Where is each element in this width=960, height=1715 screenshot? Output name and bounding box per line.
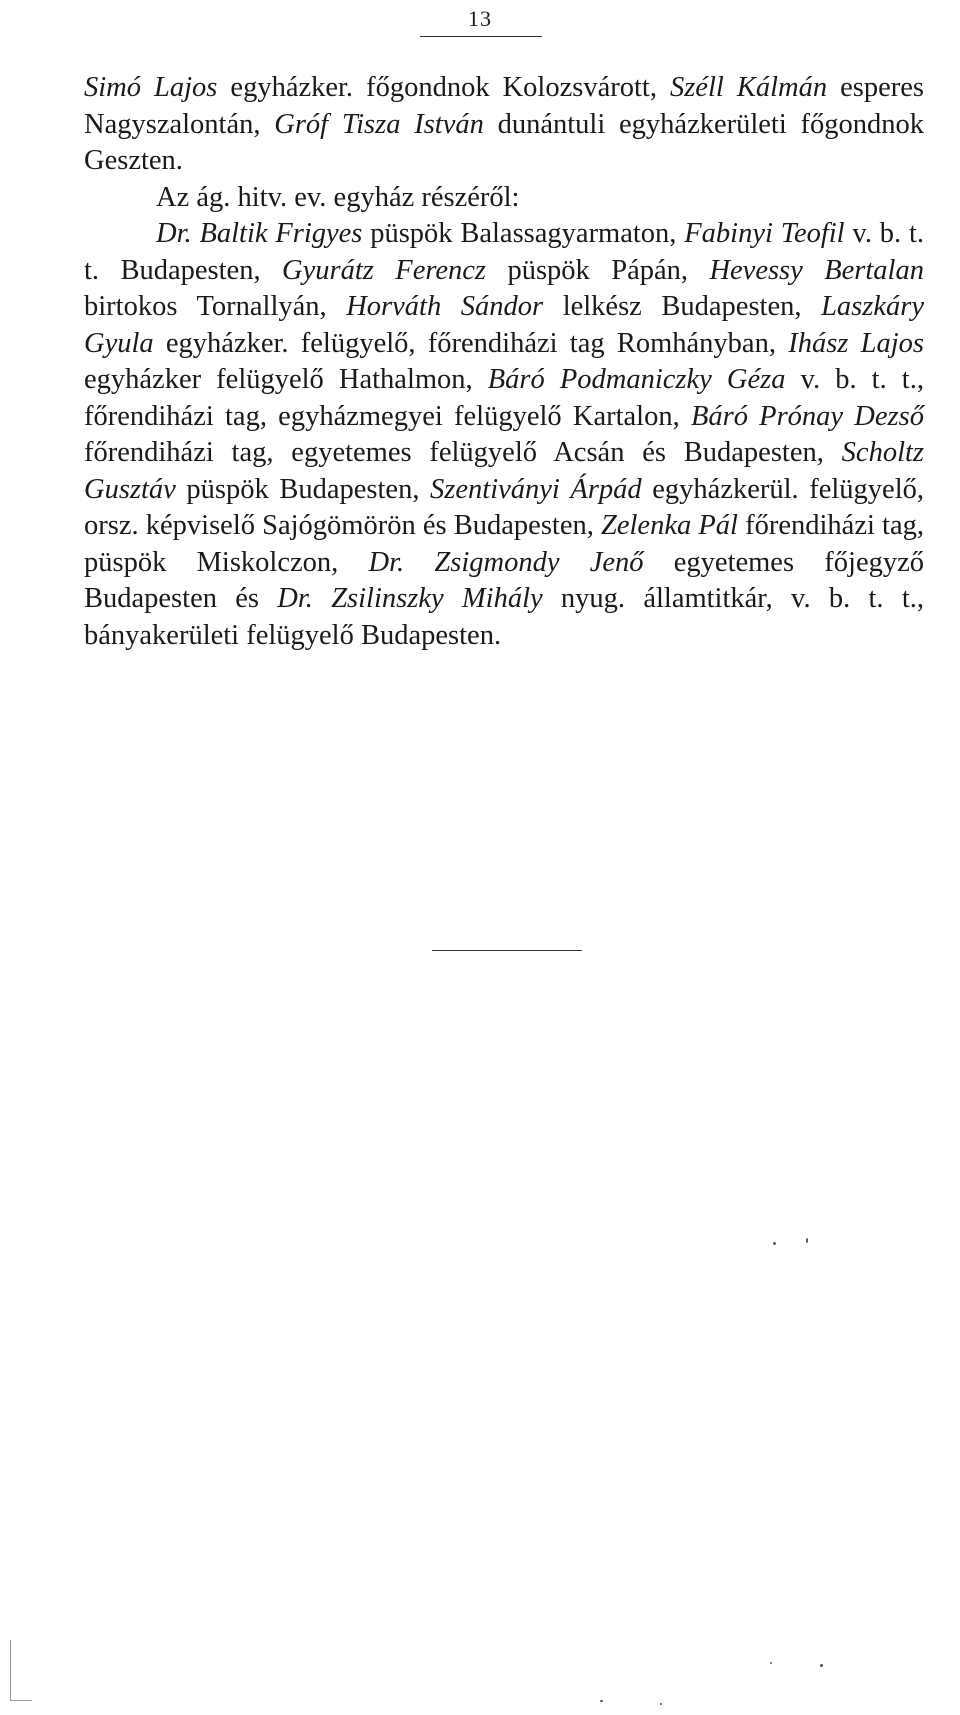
person-name: Horváth Sándor	[346, 291, 544, 322]
text-run: egyházker felügyelő Hathalmon,	[84, 364, 488, 395]
text-run: lelkész Budapesten,	[543, 291, 822, 322]
person-name: Báró Prónay Dezső	[690, 400, 924, 432]
page-number: 13	[468, 6, 492, 31]
person-name: Gróf Tisza István	[274, 108, 484, 140]
margin-mark	[10, 1640, 11, 1700]
person-name: Hevessy Bertalan	[709, 254, 924, 286]
person-name: Dr. Zsigmondy Jenő	[368, 546, 644, 578]
person-name: Ihász Lajos	[788, 327, 924, 359]
person-name: Simó Lajos	[84, 72, 218, 103]
text-run: birtokos Tornallyán,	[84, 291, 347, 322]
person-name: Szentiványi Árpád	[430, 473, 642, 505]
paragraph-lutheran-heading	[84, 180, 924, 217]
paragraph-reformed-officials	[84, 70, 924, 180]
person-name: Dr. Baltik Frigyes	[156, 218, 363, 249]
person-name: Gyurátz Ferencz	[282, 254, 487, 286]
person-name: Laszkáry Gyula	[84, 291, 924, 359]
person-name: Széll Kálmán	[669, 72, 828, 103]
text-run: egyházkerül. felügyelő, orsz. képviselő Sajógömörön és Budapesten,	[84, 473, 924, 541]
person-name: Báró Podmaniczky Géza	[487, 364, 786, 395]
text-run: v. b. t. t. Budapesten,	[84, 218, 924, 286]
text-run: Az ág. hitv. ev. egyház részéről:	[156, 181, 520, 213]
text-run: főrendiházi tag, püspök Miskolczon,	[84, 510, 924, 578]
text-run: dunántuli egyházkerületi főgondnok Geszten.	[84, 108, 924, 176]
text-run: püspök Balassagyarmaton,	[362, 218, 685, 249]
scan-speck	[773, 1242, 776, 1245]
text-run: püspök Pápán,	[486, 254, 710, 286]
body-text	[84, 70, 924, 654]
scan-speck	[600, 1700, 603, 1702]
text-run: egyházker. főgondnok Kolozsvárott,	[217, 72, 670, 103]
person-name: Zelenka Pál	[601, 510, 738, 541]
text-run: püspök Budapesten,	[175, 473, 431, 505]
page-number-rule	[420, 36, 542, 37]
text-run: főrendiházi tag, egyetemes felügyelő Acsán és Budapesten,	[84, 437, 842, 468]
scan-speck	[820, 1664, 823, 1667]
paragraph-lutheran-officials	[84, 216, 924, 654]
closing-rule	[432, 950, 582, 951]
scan-speck	[806, 1238, 808, 1243]
person-name: Fabinyi Teofil	[684, 218, 845, 249]
margin-mark	[10, 1700, 32, 1701]
scan-speck	[660, 1703, 662, 1705]
text-run: v. b. t. t., főrendiházi tag, egyházmegyei felügyelő Kartalon,	[84, 364, 924, 432]
person-name: Scholtz Gusztáv	[84, 437, 924, 505]
person-name: Dr. Zsilinszky Mihály	[277, 583, 543, 614]
scan-speck	[770, 1662, 772, 1664]
text-run: esperes Nagyszalontán,	[84, 72, 924, 140]
text-run: egyetemes főjegyző Budapesten és	[84, 546, 924, 614]
text-run: nyug. államtitkár, v. b. t. t., bányakerületi felügyelő Budapesten.	[84, 583, 924, 651]
text-run: egyházker. felügyelő, főrendiházi tag Romhányban,	[153, 327, 789, 359]
